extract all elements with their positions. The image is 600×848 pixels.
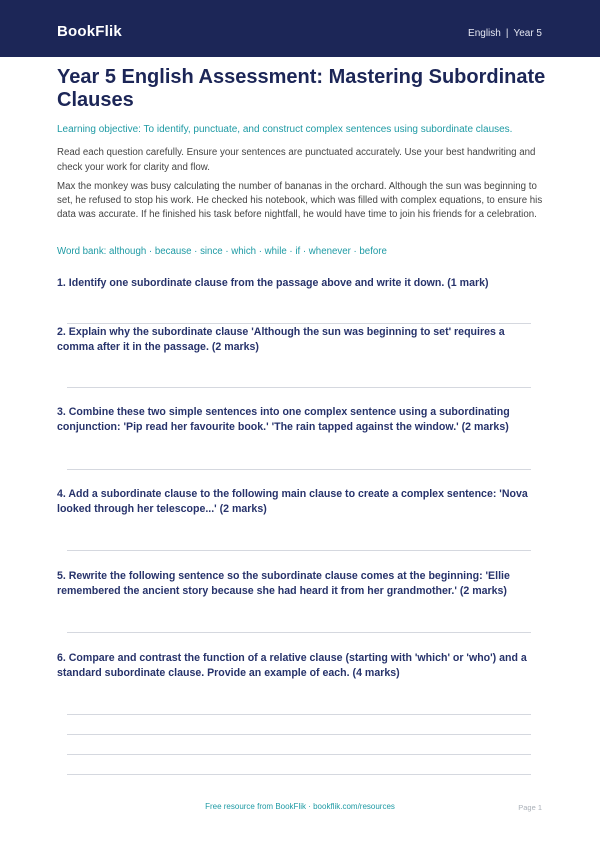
header-meta — [468, 28, 542, 39]
header-separator: | — [505, 28, 509, 39]
instructions-text: Read each question carefully. Ensure your sentences are punctuated accurately. Use your best handwriting and check your work for clarity and flow. — [57, 147, 536, 173]
learning-objective: Learning objective: To identify, punctuate, and construct complex sentences using subordinate clauses. — [57, 124, 513, 135]
footer-credit: Free resource from BookFlik · bookflik.com/resources — [205, 802, 395, 811]
answer-line[interactable] — [67, 714, 531, 715]
word-bank: Word bank: although · because · since · which · while · if · whenever · before — [57, 246, 387, 257]
brand-logo-text: BookFlik — [57, 23, 122, 40]
question-5: 5. Rewrite the following sentence so the subordinate clause comes at the beginning: 'Ellie remembered the ancient story because she had heard it from her grandmother.' (2 marks) — [57, 570, 510, 597]
answer-line[interactable] — [67, 323, 531, 324]
question-4: 4. Add a subordinate clause to the following main clause to create a complex sentence: 'Nova looked through her telescope...' (2 marks) — [57, 488, 528, 515]
header-year: Year 5 — [513, 28, 542, 39]
question-2: 2. Explain why the subordinate clause 'Although the sun was beginning to set' requires a comma after it in the passage. (2 marks) — [57, 326, 505, 353]
question-3: 3. Combine these two simple sentences into one complex sentence using a subordinating conjunction: 'Pip read her favourite book.' 'The rain tapped against the window.' (2 marks) — [57, 406, 510, 433]
answer-line[interactable] — [67, 632, 531, 633]
page-title: Year 5 English Assessment: Mastering Subordinate Clauses — [57, 66, 546, 111]
page-number: Page 1 — [518, 803, 542, 812]
answer-line[interactable] — [67, 469, 531, 470]
question-6: 6. Compare and contrast the function of a relative clause (starting with 'which' or 'who') and a standard subordinate clause. Provide an example of each. (4 marks) — [57, 652, 527, 679]
answer-line[interactable] — [67, 734, 531, 735]
page-header — [0, 0, 600, 57]
answer-line[interactable] — [67, 550, 531, 551]
answer-line[interactable] — [67, 387, 531, 388]
reading-passage: Max the monkey was busy calculating the number of bananas in the orchard. Although the sun was beginning to set, he refused to stop his work. He checked his notebook, which was filled with complex equations, to ensure his data was accurate. If he finished his task before nightfall, he would have time to join his friends for a celebration. — [57, 181, 543, 220]
answer-line[interactable] — [67, 754, 531, 755]
answer-line[interactable] — [67, 774, 531, 775]
question-1: 1. Identify one subordinate clause from the passage above and write it down. (1 mark) — [57, 277, 489, 289]
header-subject: English — [468, 28, 501, 39]
